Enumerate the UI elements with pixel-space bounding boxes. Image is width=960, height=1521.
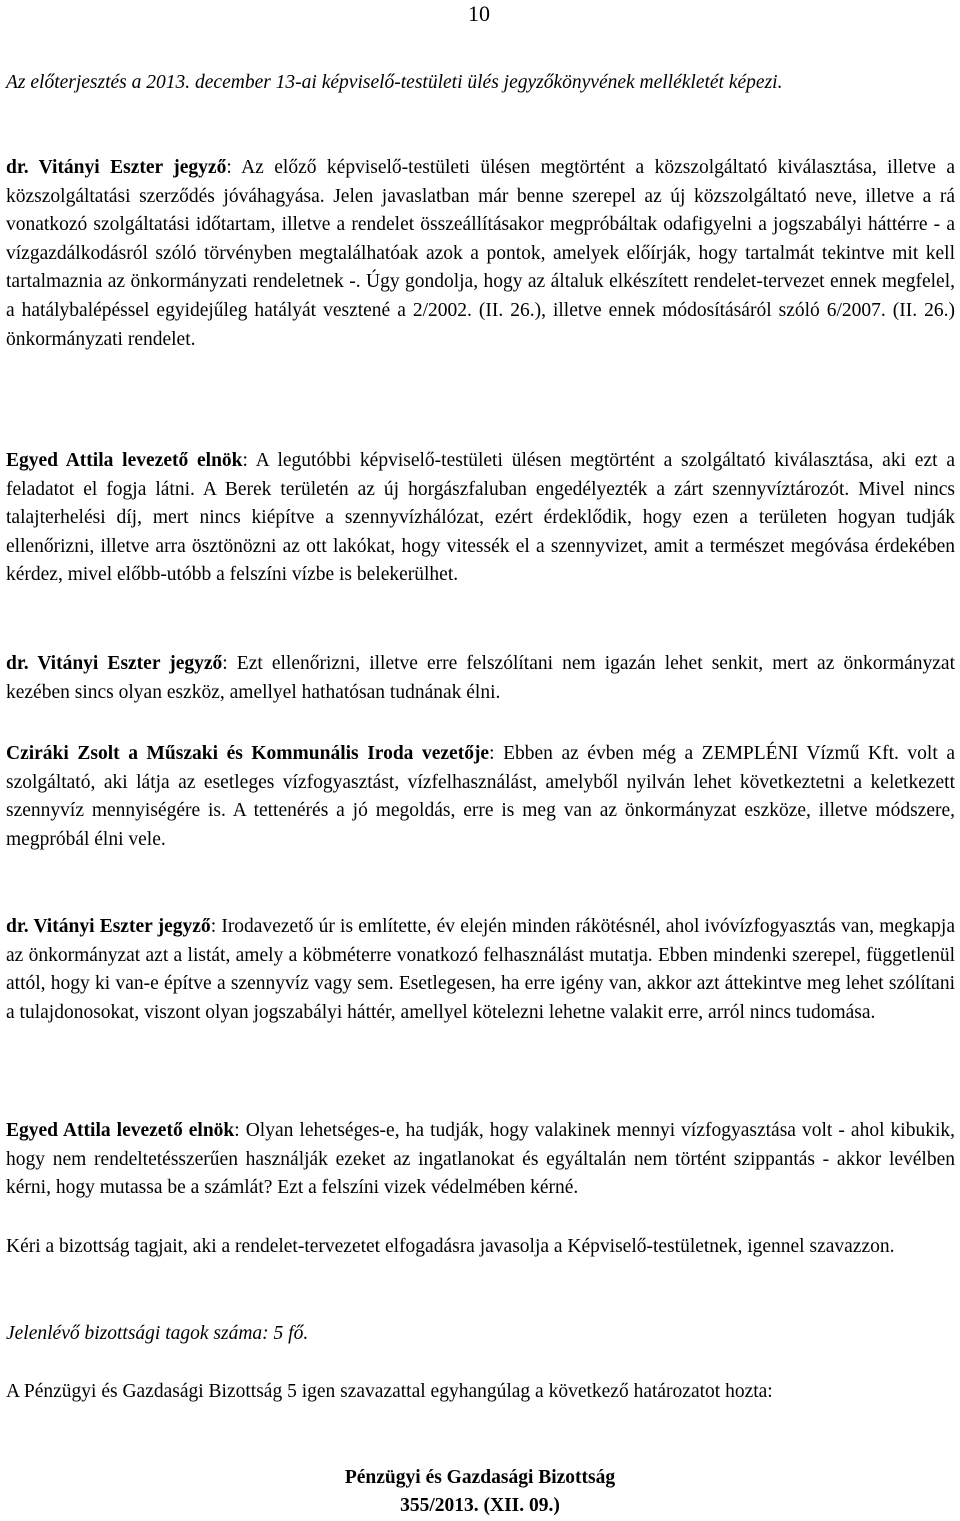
committee-name: Pénzügyi és Gazdasági Bizottság — [344, 1467, 616, 1488]
speech-text: : Irodavezető úr is említette, év elején minden rákötésnél, ahol ivóvízfogyasztás van, megkapja az önkormányzat azt a listát, amely a köbméterre vonatkozó felhasználást mutatja. Ebben mindenki szerepel, függetlenül attól, hogy ki van-e építve a szennyvíz vagy sem. Esetlegesen, ha erre igény van, akkor azt áttekintve meg lehet szólítani a tulajdonosokat, viszont olyan jogszabályi háttér, amellyel kötelezni lehetne valakit erre, arról nincs tudomása. — [6, 916, 955, 1023]
resolution-number: 355/2013. (XII. 09.) — [400, 1495, 560, 1516]
speaker-name: dr. Vitányi Eszter jegyző — [6, 157, 227, 178]
attendance-count: Jelenlévő bizottsági tagok száma: 5 fő. — [6, 1323, 309, 1344]
minutes-paragraph — [6, 154, 955, 354]
minutes-paragraph — [6, 913, 955, 1027]
speaker-name: Egyed Attila levezető elnök — [6, 450, 243, 471]
vote-request: Kéri a bizottság tagjait, aki a rendelet-tervezetet elfogadásra javasolja a Képviselő-testületnek, igennel szavazzon. — [6, 1236, 895, 1257]
speaker-name: Cziráki Zsolt a Műszaki és Kommunális Iroda vezetője — [6, 743, 490, 764]
intro-note: Az előterjesztés a 2013. december 13-ai képviselő-testületi ülés jegyzőkönyvének mellékletét képezi. — [6, 72, 783, 93]
speaker-name: dr. Vitányi Eszter jegyző — [6, 916, 211, 937]
page-number: 10 — [468, 1, 490, 26]
minutes-paragraph — [6, 447, 955, 590]
speech-text: : Ebben az évben még a ZEMPLÉNI Vízmű Kft. volt a szolgáltató, aki látja az esetleges vízfogyasztást, vízfelhasználást, amelyből nyilván lehet következtetni a keletkezett szennyvíz mennyiségére is. A tettenérés a jó megoldás, erre is meg van az önkormányzat eszköze, illetve módszere, megpróbál élni vele. — [6, 743, 955, 850]
minutes-paragraph — [6, 1117, 955, 1203]
speech-text: : Ezt ellenőrizni, illetve erre felszólítani nem igazán lehet senkit, mert az önkormányzat kezében sincs olyan eszköz, amellyel hathatósan tudnának élni. — [6, 653, 955, 703]
decision-intro: A Pénzügyi és Gazdasági Bizottság 5 igen szavazattal egyhangúlag a következő határozatot hozta: — [6, 1381, 773, 1402]
speech-text: : Olyan lehetséges-e, ha tudják, hogy valakinek mennyi vízfogyasztása volt - ahol kibukik, hogy nem rendeltetésszerűen használják ezeket az ingatlanokat és egyáltalán nem történt szippantás - akkor levélben kérni, hogy mutassa be a számlát? Ezt a felszíni vizek védelmében kérné. — [6, 1120, 955, 1199]
speech-text: : A legutóbbi képviselő-testületi ülésen megtörtént a szolgáltató kiválasztása, aki ezt a feladatot el fogja látni. A Berek területén az új horgászfaluban engedélyezték a zárt szennyvíztározót. Mivel nincs talajterhelési díj, mert nincs kiépítve a szennyvízhálózat, ezért érdeklődik, hogy ezen a területen hogyan tudják ellenőrizni, illetve arra ösztönözni az ott lakókat, hogy vitessék el a szennyvizet, amit a természet megóvása érdekében kérdez, mivel előbb-utóbb a felszíni vízbe is belekerülhet. — [6, 450, 955, 586]
speaker-name: dr. Vitányi Eszter jegyző — [6, 653, 223, 674]
speech-text: : Az előző képviselő-testületi ülésen megtörtént a közszolgáltató kiválasztása, illetve a közszolgáltatási szerződés jóváhagyása. Jelen javaslatban már benne szerepel az új közszolgáltató neve, illetve a rá vonatkozó szolgáltatási időtartam, illetve a rendelet összeállításakor megpróbáltak odafigyelni a jogszabályi háttérre - a vízgazdálkodásról szóló törvényben megtalálhatóak azok a pontok, amelyek előírják, hogy tartalmát tekintve mit kell tartalmaznia az önkormányzati rendeletnek -. Úgy gondolja, hogy az általuk elkészített rendelet-tervezet ennek megfelel, a hatálybalépéssel egyidejűleg hatályát vesztené a 2/2002. (II. 26.), illetve ennek módosításáról szóló 6/2007. (II. 26.) önkormányzati rendelet. — [6, 157, 955, 350]
speaker-name: Egyed Attila levezető elnök — [6, 1120, 235, 1141]
minutes-paragraph — [6, 740, 955, 854]
minutes-paragraph — [6, 650, 955, 707]
